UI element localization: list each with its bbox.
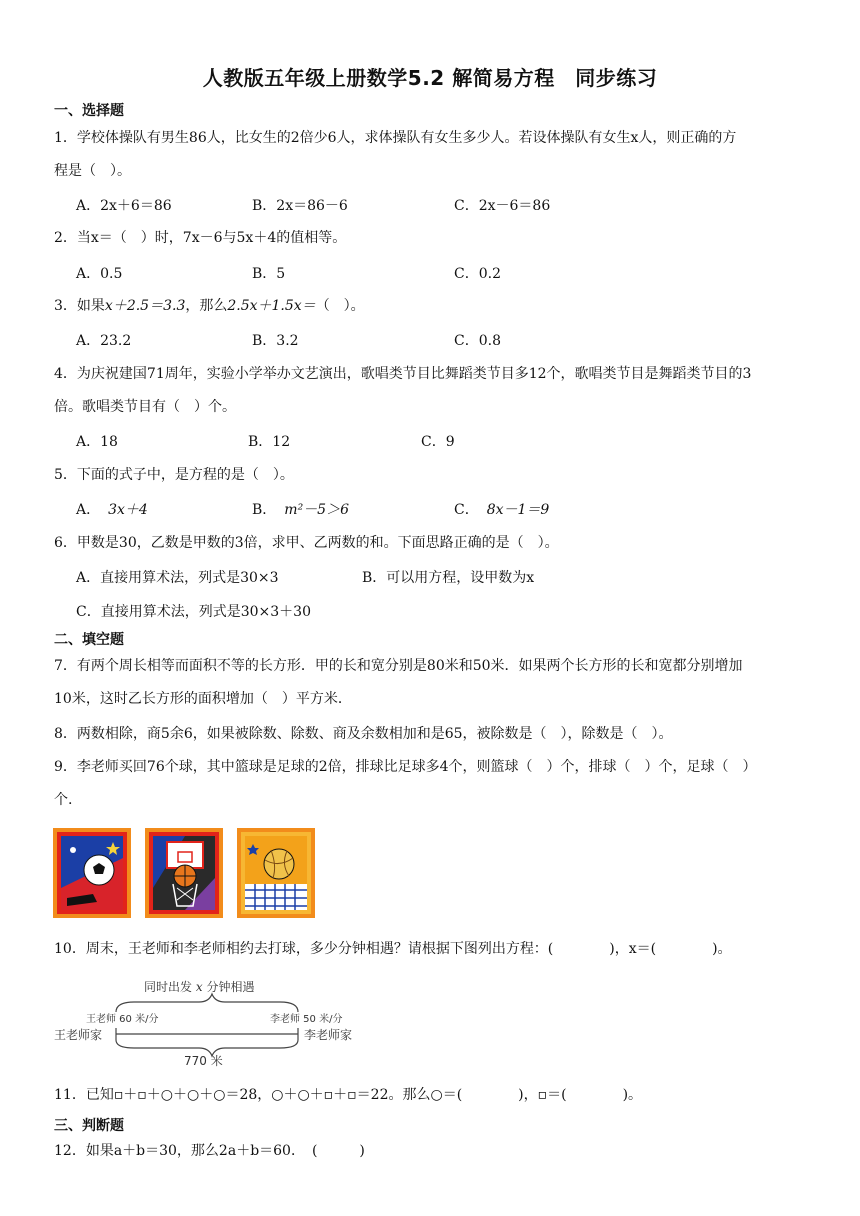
question-3-equation-asked: 2.5x＋1.5x＝ (227, 298, 316, 314)
question-5-option-a (76, 500, 148, 520)
question-2: 2．当x＝（ ）时，7x－6与5x＋4的值相等。 (54, 230, 347, 246)
diagram-left-home: 王老师家 (54, 1028, 103, 1042)
question-3-suffix: （ ）。 (315, 298, 365, 314)
question-12: 12．如果a＋b＝30，那么2a＋b＝60． ( ) (54, 1143, 365, 1159)
question-6: 6．甲数是30，乙数是甲数的3倍，求甲、乙两数的和。下面思路正确的是（ ）。 (54, 535, 559, 551)
question-10: 10．周末，王老师和李老师相约去打球，多少分钟相遇？请根据下图列出方程：( )，x＝( )。 (54, 941, 732, 957)
question-2-option-b: B．5 (252, 266, 286, 282)
question-4-option-c: C．9 (421, 434, 455, 450)
question-3-prefix: 3．如果 (54, 298, 105, 314)
question-9-line-2: 个. (54, 792, 73, 808)
question-3-middle: ，那么 (185, 298, 228, 314)
question-5-option-c-letter: C． (454, 502, 479, 518)
diagram-top-variable: x (195, 980, 203, 994)
question-7-line-2: 10米，这时乙长方形的面积增加（ ）平方米． (54, 691, 352, 707)
question-1-line-1: 1．学校体操队有男生86人，比女生的2倍少6人，求体操队有女生多少人。若设体操队有女生x人，则正确的方 (54, 130, 737, 146)
diagram-right-home: 李老师家 (304, 1028, 353, 1042)
question-2-option-a: A．0.5 (76, 266, 123, 282)
question-2-option-c: C．0.2 (454, 266, 501, 282)
page-title: 人教版五年级上册数学5.2 解简易方程 同步练习 (202, 66, 658, 90)
diagram-top-label-start: 同时出发 (144, 980, 193, 994)
question-6-option-b: B．可以用方程，设甲数为x (362, 570, 535, 586)
question-8: 8．两数相除，商5余6，如果被除数、除数、商及余数相加和是65，被除数是（ ），除数是（ ）。 (54, 726, 673, 742)
question-4-line-2: 倍。歌唱类节目有（ ）个。 (54, 399, 236, 415)
question-5: 5．下面的式子中，是方程的是（ ）。 (54, 467, 294, 483)
question-1-option-a: A．2x＋6＝86 (76, 198, 172, 214)
question-5-option-c-expression: 8x－1＝9 (486, 502, 550, 518)
question-6-option-c: C．直接用算术法，列式是30×3＋30 (76, 604, 311, 620)
question-5-option-c (454, 500, 549, 520)
meeting-diagram (54, 978, 364, 1070)
question-1-line-2: 程是（ ）。 (54, 163, 131, 179)
diagram-right-speed: 李老师 50 米/分 (270, 1014, 343, 1025)
question-3 (54, 290, 814, 323)
question-4-option-a: A．18 (76, 434, 118, 450)
question-5-option-a-letter: A． (76, 502, 101, 518)
question-3-option-a: A．23.2 (76, 333, 132, 349)
question-6-option-a: A．直接用算术法，列式是30×3 (76, 570, 279, 586)
volleyball-picture (237, 828, 315, 918)
question-3-option-b: B．3.2 (252, 333, 299, 349)
question-5-option-a-expression: 3x＋4 (108, 502, 148, 518)
question-9 (54, 751, 814, 817)
question-4-line-1: 4．为庆祝建国71周年，实验小学举办文艺演出，歌唱类节目比舞蹈类节目多12个，歌唱类节目是舞蹈类节目的3 (54, 366, 752, 382)
diagram-distance: 770 米 (184, 1054, 223, 1068)
section-heading-fill-blank: 二、填空题 (54, 632, 124, 648)
question-5-option-b-letter: B． (252, 502, 277, 518)
soccer-ball-picture (53, 828, 131, 918)
question-3-option-c: C．0.8 (454, 333, 501, 349)
question-5-option-b-expression: m²－5＞6 (284, 502, 349, 518)
basketball-picture (145, 828, 223, 918)
question-3-equation-given: x＋2.5＝3.3 (104, 298, 186, 314)
section-heading-choice: 一、选择题 (54, 103, 124, 119)
question-1-option-b: B．2x＝86－6 (252, 198, 348, 214)
question-7-line-1: 7．有两个周长相等而面积不等的长方形．甲的长和宽分别是80米和50米．如果两个长方形的长和宽都分别增加 (54, 658, 743, 674)
question-1-option-c: C．2x－6＝86 (454, 198, 551, 214)
section-heading-true-false: 三、判断题 (54, 1118, 124, 1134)
diagram-left-speed: 王老师 60 米/分 (86, 1014, 159, 1025)
question-9-line-1: 9．李老师买回76个球，其中篮球是足球的2倍，排球比足球多4个，则篮球（ ）个，排球（ ）个，足球（ ） (54, 759, 757, 775)
diagram-top-label-end: 分钟相遇 (206, 980, 255, 994)
question-4-option-b: B．12 (248, 434, 291, 450)
question-5-option-b (252, 500, 349, 520)
question-4 (54, 358, 814, 424)
question-7 (54, 650, 814, 716)
question-1 (54, 122, 814, 188)
question-11: 11．已知▫＋▫＋○＋○＋○＝28，○＋○＋▫＋▫＝22。那么○＝( )，▫＝( )。 (54, 1087, 643, 1103)
